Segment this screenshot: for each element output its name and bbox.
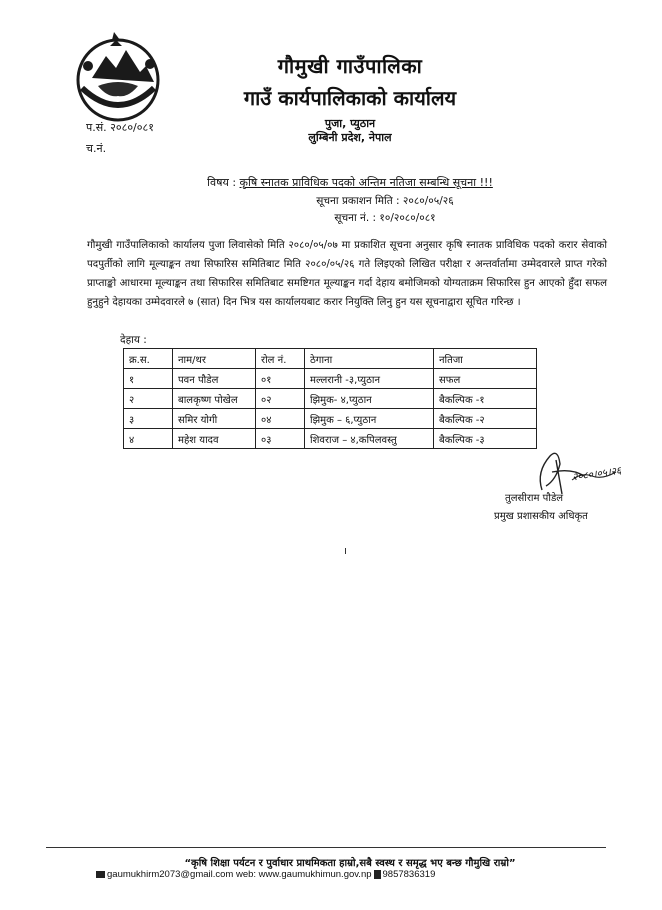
cell-sn: २	[124, 389, 173, 409]
table-row	[124, 429, 537, 449]
office-place: पुजा, प्युठान	[324, 117, 376, 130]
phone-number: 9857836319	[382, 869, 436, 880]
cell-address: झिमुक- ४,प्युठान	[305, 389, 434, 409]
cell-result: बैकल्पिक -१	[434, 389, 537, 409]
cell-name: समिर योगी	[173, 409, 256, 429]
footer-divider	[46, 847, 606, 848]
cell-address: मल्लरानी -३,प्युठान	[305, 369, 434, 389]
government-emblem-logo	[68, 26, 168, 126]
cell-roll: ०३	[256, 429, 305, 449]
cell-name: महेश यादव	[173, 429, 256, 449]
cell-sn: १	[124, 369, 173, 389]
signature-date: २०८०।०५।२६	[571, 465, 622, 484]
footer-contact	[96, 869, 435, 880]
municipality-title: गौमुखी गाउँपालिका	[277, 54, 423, 78]
col-header-name: नाम/थर	[173, 349, 256, 369]
notice-number: सूचना नं. : १०/२०८०/०८१	[334, 212, 436, 224]
page-mark	[345, 548, 346, 554]
cell-result: बैकल्पिक -३	[434, 429, 537, 449]
cell-address: शिवराज – ४,कपिलवस्तु	[305, 429, 434, 449]
cell-sn: ४	[124, 429, 173, 449]
col-header-address: ठेगाना	[305, 349, 434, 369]
cell-roll: ०४	[256, 409, 305, 429]
notice-subject	[120, 175, 580, 190]
cell-result: बैकल्पिक -२	[434, 409, 537, 429]
cell-name: पवन पौडेल	[173, 369, 256, 389]
cell-roll: ०१	[256, 369, 305, 389]
cell-result: सफल	[434, 369, 537, 389]
email-icon	[96, 871, 105, 878]
list-label: देहाय :	[120, 334, 147, 346]
table-row	[124, 409, 537, 429]
footer-slogan: “कृषि शिक्षा पर्यटन र पुर्वाधार प्राथमिकता हाम्रो,सबै स्वस्थ र समृद्ध भए बन्छ गौमुखि राम्रो”	[184, 858, 516, 869]
phone-icon	[374, 870, 381, 879]
cell-roll: ०२	[256, 389, 305, 409]
col-header-result: नतिजा	[434, 349, 537, 369]
office-title: गाउँ कार्यपालिकाको कार्यालय	[243, 86, 457, 110]
dispatch-number: च.नं.	[86, 142, 107, 155]
subject-label: विषय :	[207, 176, 237, 189]
col-header-sn: क्र.स.	[124, 349, 173, 369]
office-province: लुम्बिनी प्रदेश, नेपाल	[308, 131, 392, 144]
results-table	[123, 348, 537, 449]
contact-text: gaumukhirm2073@gmail.com web: www.gaumukhimun.gov.np	[107, 869, 372, 880]
cell-address: झिमुक – ६,प्युठान	[305, 409, 434, 429]
table-header-row	[124, 349, 537, 369]
signatory-post: प्रमुख प्रशासकीय अधिकृत	[494, 511, 588, 522]
reference-number: प.सं. २०८०/०८१	[86, 121, 154, 134]
publication-date: सूचना प्रकाशन मिति : २०८०/०५/२६	[316, 195, 454, 207]
table-row	[124, 389, 537, 409]
col-header-roll: रोल नं.	[256, 349, 305, 369]
subject-text: कृषि स्नातक प्राविधिक पदको अन्तिम नतिजा सम्बन्धि सूचना !!!	[239, 176, 493, 189]
signatory-name: तुलसीराम पौडेल	[505, 493, 564, 504]
notice-body: गौमुखी गाउँपालिकाको कार्यालय पुजा लिवासेको मिति २०८०/०५/०७ मा प्रकाशित सूचना अनुसार कृषि स्नातक प्राविधिक पदको करार सेवाको पदपुर्तीको लागि मूल्याङ्कन तथा सिफारिस समितिबाट मिति २०८०/०५/२६ गते लिइएको लिखित परीक्षा र अन्तर्वार्तामा उम्मेदवारले प्राप्त गरेको प्राप्ताङ्को आधारमा मूल्याङ्कन तथा सिफारिस समितिबाट समष्टिगत मूल्याङ्कन गर्दा देहाय बमोजिमको योग्यताक्रम सिफारिस हुन आएको हुँदा सफल हुनुहुने देहायका उम्मेदवारले ७ (सात) दिन भित्र यस कार्यालयबाट करार नियुक्ति लिनु हुन यस सूचनाद्वारा सूचित गरिन्छ ।	[87, 240, 607, 308]
table-row	[124, 369, 537, 389]
cell-name: बालकृष्ण पोखेल	[173, 389, 256, 409]
cell-sn: ३	[124, 409, 173, 429]
